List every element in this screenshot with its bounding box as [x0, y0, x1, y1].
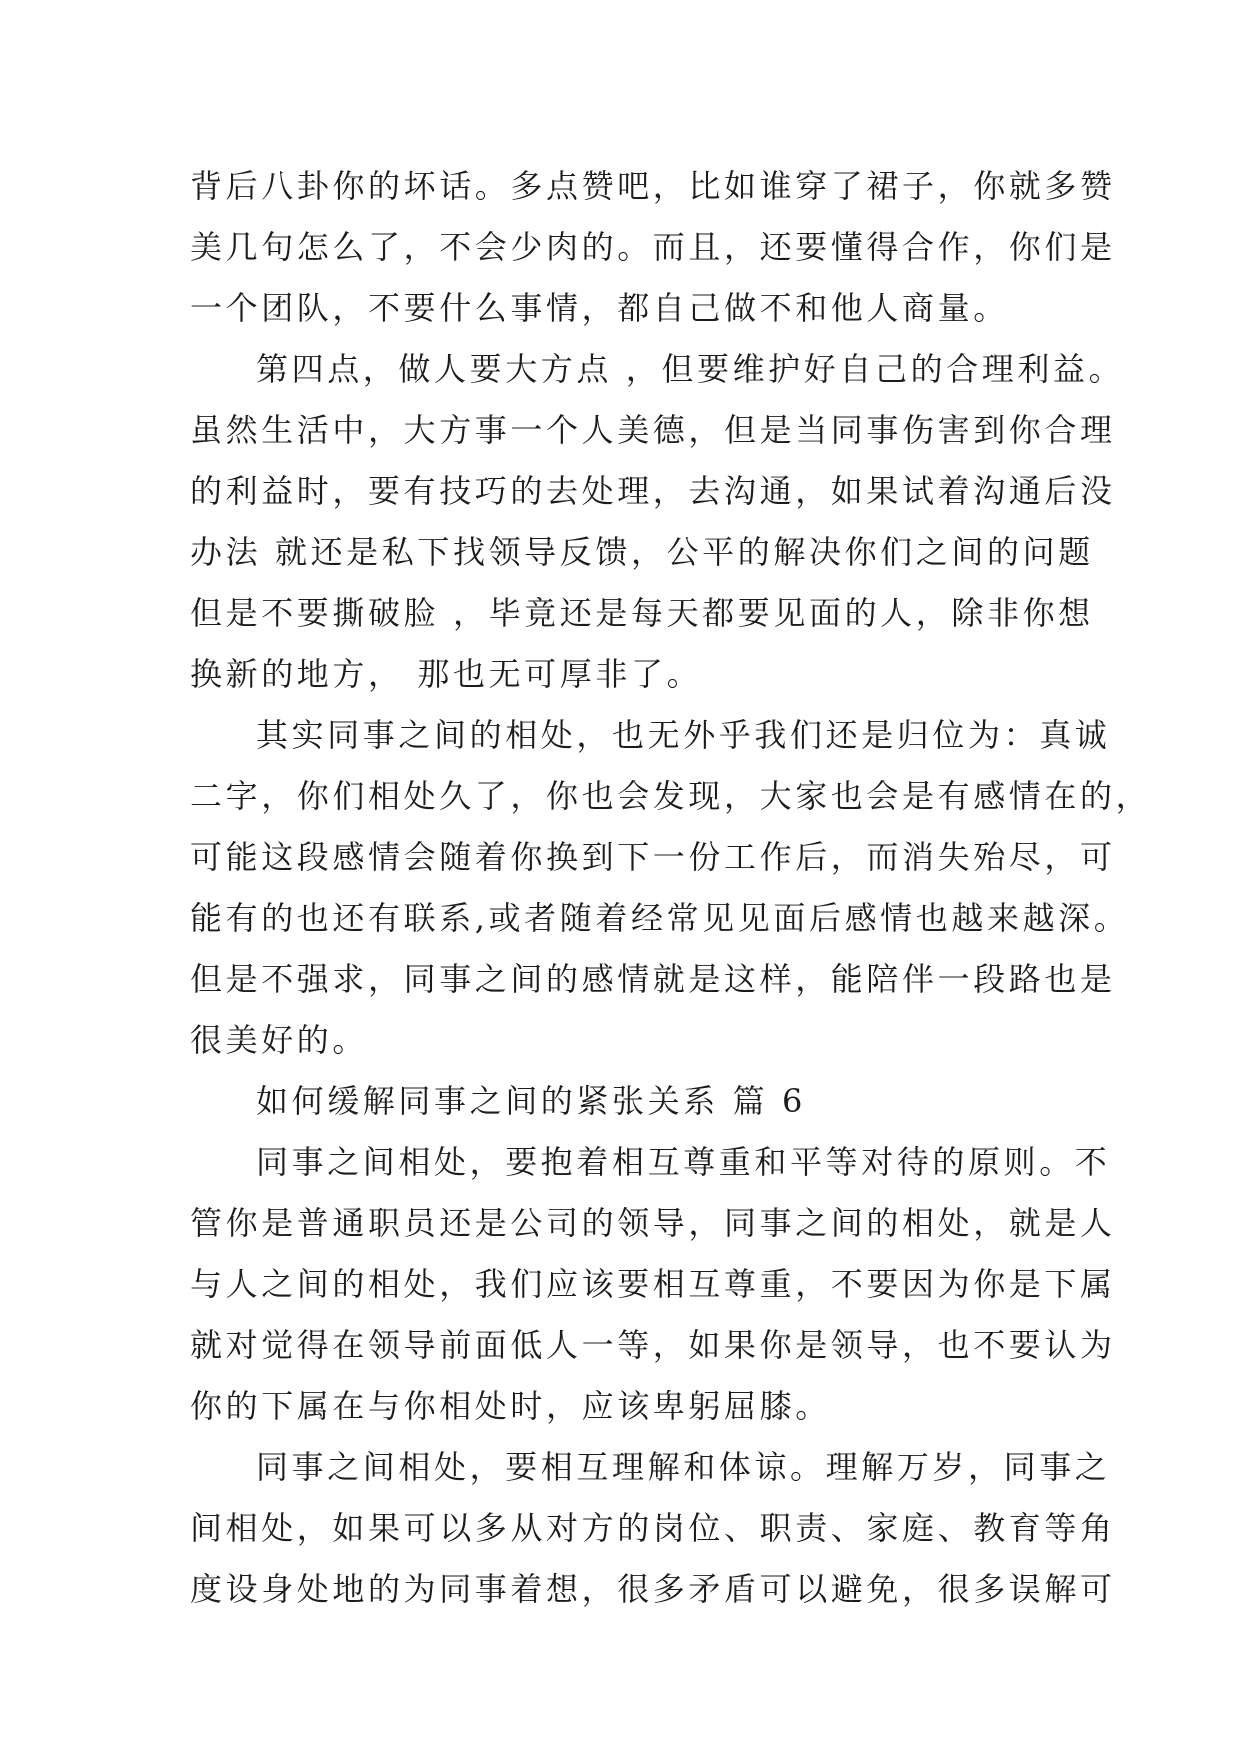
text-line: 办法 就还是私下找领导反馈，公平的解决你们之间的问题 — [190, 533, 1094, 571]
text-line: 换新的地方， 那也无可厚非了。 — [190, 655, 703, 693]
text-line: 可能这段感情会随着你换到下一份工作后，而消失殆尽，可 — [190, 838, 1116, 876]
text-line: 的利益时，要有技巧的去处理，去沟通，如果试着沟通后没 — [190, 472, 1116, 510]
text-line: 美几句怎么了，不会少肉的。而且，还要懂得合作，你们是 — [190, 228, 1116, 266]
paragraph-first-line: 同事之间相处，要相互理解和体谅。理解万岁，同事之 — [256, 1448, 1111, 1486]
text-line: 与人之间的相处，我们应该要相互尊重，不要因为你是下属 — [190, 1265, 1116, 1303]
text-line: 度设身处地的为同事着想，很多矛盾可以避免，很多误解可 — [190, 1570, 1116, 1608]
text-line: 一个团队，不要什么事情，都自己做不和他人商量。 — [190, 289, 1009, 327]
text-line: 但是不要撕破脸 ，毕竟还是每天都要见面的人，除非你想 — [190, 594, 1094, 632]
text-line: 你的下属在与你相处时，应该卑躬屈膝。 — [190, 1387, 831, 1425]
text-line: 虽然生活中，大方事一个人美德，但是当同事伤害到你合理 — [190, 411, 1116, 449]
text-line: 能有的也还有联系,或者随着经常见见面后感情也越来越深。 — [190, 899, 1130, 937]
text-line: 间相处，如果可以多从对方的岗位、职责、家庭、教育等角 — [190, 1509, 1116, 1547]
text-line: 二字，你们相处久了，你也会发现，大家也会是有感情在的， — [190, 777, 1152, 815]
section-heading: 如何缓解同事之间的紧张关系 篇 6 — [256, 1082, 806, 1120]
text-line: 背后八卦你的坏话。多点赞吧，比如谁穿了裙子，你就多赞 — [190, 167, 1116, 205]
paragraph-first-line: 同事之间相处，要抱着相互尊重和平等对待的原则。不 — [256, 1143, 1111, 1181]
text-line: 就对觉得在领导前面低人一等，如果你是领导，也不要认为 — [190, 1326, 1116, 1364]
paragraph-first-line: 其实同事之间的相处，也无外乎我们还是归位为：真诚 — [256, 716, 1111, 754]
paragraph-first-line: 第四点，做人要大方点 ，但要维护好自己的合理利益。 — [256, 350, 1125, 388]
text-line: 很美好的。 — [190, 1021, 369, 1059]
text-line: 管你是普通职员还是公司的领导，同事之间的相处，就是人 — [190, 1204, 1116, 1242]
document-body — [190, 156, 1152, 1620]
text-line: 但是不强求，同事之间的感情就是这样，能陪伴一段路也是 — [190, 960, 1116, 998]
